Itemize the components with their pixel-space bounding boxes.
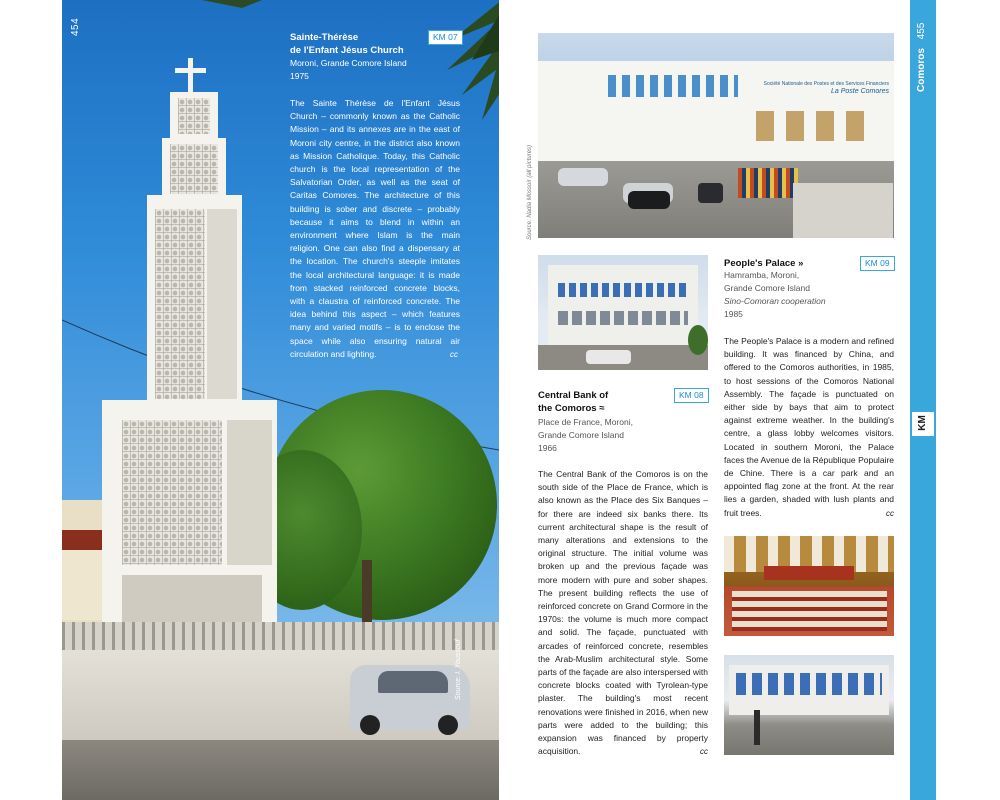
bank-windows-top xyxy=(558,283,688,297)
palace-body-text: The People's Palace is a modern and refined building. It was financed by China, and offered to the Comoros authorities, in 1985, to host sessions of the Comoros National Assembly. The façade is punctuated on either side by bays that aim to protect against extreme weather. In the building's centre, a glass lobby welcomes visitors. Located in southern Moroni, the Palace faces the Avenue de la République Populaire de Chine. There is a car park and an appointed flag zone at the front. At the rear lies a garden, shaded with lush plants and fruit trees. xyxy=(724,336,894,518)
palace-cooperation: Sino-Comoran cooperation xyxy=(724,296,826,306)
km-badge-bank: KM 08 xyxy=(674,388,709,403)
bank-tree xyxy=(688,325,708,355)
wall-lattice xyxy=(62,622,499,652)
central-bank-location-2: Grande Comore Island xyxy=(538,430,624,440)
post-office-photo xyxy=(538,33,894,238)
church-license: cc xyxy=(450,349,458,359)
street xyxy=(62,740,499,800)
palace-year: 1985 xyxy=(724,309,743,319)
parked-car xyxy=(350,665,470,730)
km-badge-church: KM 07 xyxy=(428,30,463,45)
bank-windows-bottom xyxy=(558,311,688,325)
post-office-sign xyxy=(753,81,893,107)
central-bank-year: 1966 xyxy=(538,443,557,453)
palace-location-2: Grande Comore Island xyxy=(724,283,810,293)
central-bank-title-line1: Central Bank of xyxy=(538,390,609,401)
page-number-left: 454 xyxy=(70,17,81,36)
bank-car xyxy=(586,350,631,364)
hall-podium xyxy=(764,566,854,580)
palace-license: cc xyxy=(886,508,894,518)
cross-icon xyxy=(188,58,193,92)
car-3 xyxy=(628,191,670,209)
hall-benches xyxy=(732,591,887,631)
chapter-tab xyxy=(910,0,936,800)
crowd xyxy=(738,168,798,198)
central-bank-photo xyxy=(538,255,708,370)
low-wall xyxy=(793,183,893,238)
rating-icon: ≈ xyxy=(599,403,605,414)
country-name: Comoros xyxy=(916,48,927,92)
steeple-base xyxy=(102,400,277,625)
church-location: Moroni, Grande Comore Island xyxy=(290,58,407,68)
car-4 xyxy=(698,183,723,203)
car-1 xyxy=(558,168,608,186)
steeple-middle xyxy=(147,195,242,405)
photo-credit-right: Source: Nadia Mossoir (all pictures) xyxy=(527,144,533,240)
central-bank-title-line2: the Comoros xyxy=(538,403,597,414)
palace-windows xyxy=(736,673,882,695)
page-number-right: 455 xyxy=(916,22,927,40)
church-body-text: The Sainte Thérèse de l'Enfant Jésus Church – commonly known as the Catholic Mission – and its annexes are in the east of Moroni city centre, in the district also known as Mission Catholique. Today, this Catholic church is the local representation of the Salvatorian Order, as well as the seat of Caritas Comores. The architecture of this building is sober and discrete – probably because it aims to blend in within an environment where Islam is the main religion. One can also find a dispensary at the location. The church's steeple imitates the local architectural language: it is made from stacked reinforced concrete blocks, with a claustra of reinforced concrete. The idea behind this aspect – which features many and varied motifs – is to enclose the space while also ensuring natural air circulation and lighting. xyxy=(290,98,460,359)
central-bank-body xyxy=(538,468,708,758)
chapter-tab-label xyxy=(916,23,927,92)
peoples-palace-photo xyxy=(724,655,894,755)
church-title-line1: Sainte-Thérèse xyxy=(290,32,359,43)
rating-icon: » xyxy=(798,258,804,269)
walking-person xyxy=(754,710,760,745)
central-bank-location-1: Place de France, Moroni, xyxy=(538,417,633,427)
central-bank-building xyxy=(548,265,698,345)
cross-bar xyxy=(175,68,206,73)
arched-windows xyxy=(608,75,738,97)
church-title-line2: de l'Enfant Jésus Church xyxy=(290,45,404,56)
peoples-palace-title-text: People's Palace xyxy=(724,258,796,269)
central-bank-body-text: The Central Bank of the Comoros is on the south side of the Place de France, which is also known as the Place des Six Banques – for there are indeed six banks there. Its current architectural shape is the result of many alterations and extensions to the original structure. The initial volume was broken up and the previous façade was more modern with pure and sober shapes. The present building reflects the use of reinforced concrete on Grand Cormore in the 1970s: the volume is much more compact and solid. The façade, punctuated with arcades of reinforced concrete, resembles the Arab-Muslim architectural style. Some parts of the façade are also interspersed with concrete blocks coated with Tyrolean-type plaster. The building's most recent renovations were finished in 2016, when new parts were added to the building; this expansion was financed by property acquisition. xyxy=(538,469,708,757)
church-year: 1975 xyxy=(290,70,309,81)
church-body xyxy=(290,97,460,361)
km-badge-palace: KM 09 xyxy=(860,256,895,271)
assembly-hall-photo xyxy=(724,536,894,636)
steeple-top xyxy=(170,92,218,138)
central-bank-title xyxy=(538,389,648,415)
post-office-sign-line1: Société Nationale des Postes et des Services Financiers xyxy=(763,81,889,87)
peoples-palace-meta xyxy=(724,269,894,321)
country-code: KM xyxy=(917,415,928,431)
steeple-upper xyxy=(162,138,226,198)
post-office-arches xyxy=(756,111,876,141)
central-bank-meta xyxy=(538,416,708,455)
central-bank-license: cc xyxy=(700,747,708,757)
peoples-palace-body xyxy=(724,335,894,520)
post-office-sign-line2: La Poste Comores xyxy=(831,88,889,95)
church-meta xyxy=(290,57,460,82)
country-code-box xyxy=(912,412,934,436)
leaf-top xyxy=(202,0,262,20)
photo-credit-left: Source: I. Youssouf xyxy=(455,639,462,700)
palace-location-1: Hamramba, Moroni, xyxy=(724,270,800,280)
